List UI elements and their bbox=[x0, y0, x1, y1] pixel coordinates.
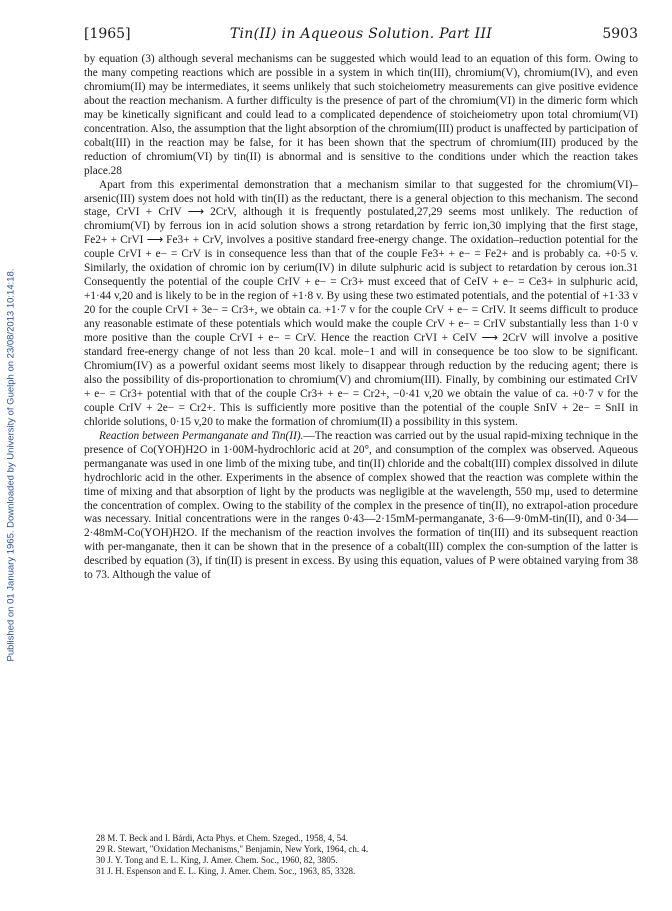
footnote-29: 29 R. Stewart, "Oxidation Mechanisms," Benjamin, New York, 1964, ch. 4. bbox=[96, 844, 369, 854]
download-watermark bbox=[0, 0, 22, 911]
section-heading: Reaction between Permanganate and Tin(II). bbox=[99, 429, 304, 442]
paragraph-3 bbox=[84, 430, 638, 583]
paragraph-1: by equation (3) although several mechanisms can be suggested which would lead to an equation of this form. Owing to the many competing reactions which are possible in a system in which tin(III), chromium(V), chromium(IV), and even chromium(II) may be intermediates, it seems unlikely that such stoicheiometry measurements can give positive evidence about the reaction mechanism. A further difficulty is the presence of part of the chromium(VI) in the dimeric form which may be kinetically significant and could lead to a complicated dependence of stoicheiometry upon total chromium(VI) concentration. Also, the assumption that the light absorption of the chromium(III) product is unaffected by participation of cobalt(III) in the reaction may be false, for it has been shown that the spectrum of chromium(III) produced by the reduction of chromium(VI) by tin(II) is abnormal and is sensitive to the conditions under which the reaction takes place.28 bbox=[84, 53, 638, 177]
running-header bbox=[84, 26, 638, 46]
paragraph-2: Apart from this experimental demonstration that a mechanism similar to that suggested for the chromium(VI)–arsenic(III) system does not hold with tin(II) as the reductant, there is a general objection to this mechanism. The second stage, CrVI + CrIV ⟶ 2CrV, although it is frequently postulated,27,29 seems most unlikely. The reduction of chromium(VI) by ferrous ion in acid solution shows a strong retardation by ferric ion,30 implying that the first stage, Fe2+ + CrVI ⟶ Fe3+ + CrV, involves a positive standard free-energy change. The oxidation–reduction potential for the couple CrVI + e− = CrV is in consequence less than that of the couple Fe3+ + e− = Fe2+ and is probably ca. +0·5 v. Similarly, the oxidation of chromic ion by cerium(IV) in dilute sulphuric acid is subject to retardation by cerous ion.31 Consequently the potential of the couple CrIV + e− = Cr3+ must exceed that of CeIV + e− = Ce3+ in sulphuric acid, +1·44 v,20 and is likely to be in the region of +1·8 v. By using these two estimated potentials, and the potential of +1·33 v 20 for the couple CrVI + 3e− = Cr3+, we obtain ca. +1·7 v for the couple CrV + e− = CrIV. It seems difficult to produce any reasonable estimate of these potentials which would make the couple CrV + e− = CrIV substantially less than 1·0 v more positive than the couple CrVI + e− = CrV. Hence the reaction CrVI + CeIV ⟶ 2CrV will involve a positive standard free-energy change of not less than 20 kcal. mole−1 and will in consequence be too slow to be significant. Chromium(IV) as a powerful oxidant seems most likely to disappear through reduction by the reducing agent; there is also the possibility of dis-proportionation to chromium(V) and chromium(III). Finally, by combining our estimated CrIV + e− = Cr3+ potential with that of the couple Cr3+ + e− = Cr2+, −0·41 v,20 we obtain the value of ca. +0·7 v for the couple CrIV + 2e− = Cr2+. This is sufficiently more positive than the potential of the couple SnIV + 2e− = SnII in chloride solutions, 0·15 v,20 to make the formation of chromium(II) a possibility in this system. bbox=[84, 178, 638, 428]
footnote-30: 30 J. Y. Tong and E. L. King, J. Amer. Chem. Soc., 1960, 82, 3805. bbox=[96, 855, 338, 865]
article-body bbox=[84, 53, 638, 583]
page-number: 5903 bbox=[602, 26, 638, 42]
footnote-28: 28 M. T. Beck and I. Bárdi, Acta Phys. et Chem. Szeged., 1958, 4, 54. bbox=[96, 833, 348, 843]
paragraph-3-text: —The reaction was carried out by the usual rapid-mixing technique in the presence of Co(YOH)H2O in 1·00M-hydrochloric acid at 20°, and consumption of the complex was observed. Aqueous permanganate was used in one limb of the mixing tube, and tin(II) chloride and the cobalt(III) complex dissolved in dilute hydrochloric acid in the other. Experiments in the absence of complex showed that the reaction was complete within the time of mixing and that absorption of light by the products was negligible at the wavelength, 550 mμ, used to determine the concentration of complex. Owing to the stability of the complex in the presence of tin(II), no extrapol-ation procedure was necessary. Initial concentrations were in the ranges 0·43—2·15mM-permanganate, 3·6—9·0mM-tin(II), and 0·34—2·48mM-Co(YOH)H2O. If the mechanism of the reaction involves the formation of tin(III) and its subsequent reaction with per-manganate, then it can be shown that in the presence of a cobalt(III) complex the con-sumption of the latter is described by equation (3), if tin(II) is present in excess. By using this equation, values of P were obtained varying from 38 to 73. Although the value of bbox=[84, 429, 638, 582]
footnote-31: 31 J. H. Espenson and E. L. King, J. Amer. Chem. Soc., 1963, 85, 3328. bbox=[96, 866, 356, 876]
watermark-text: Published on 01 January 1965. Downloaded by University of Guelph on 23/08/2013 10:14:18. bbox=[5, 268, 17, 662]
header-year: [1965] bbox=[84, 26, 131, 42]
header-title: Tin(II) in Aqueous Solution. Part III bbox=[229, 26, 493, 42]
footnotes bbox=[96, 833, 636, 877]
